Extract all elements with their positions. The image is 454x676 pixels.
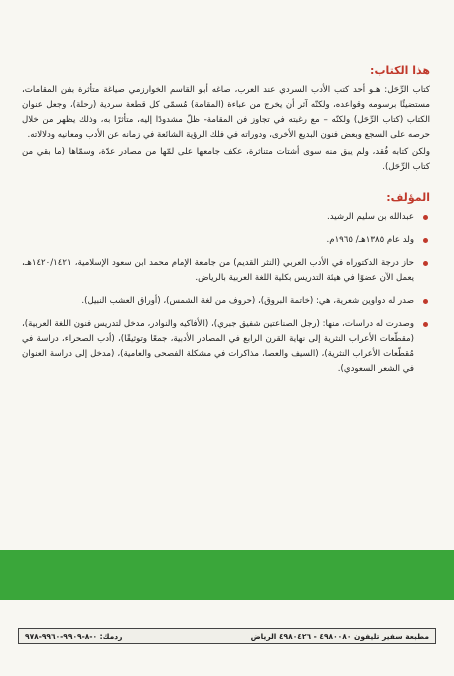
bullet-icon	[423, 261, 428, 266]
isbn: ردمك: ٠-٨-٩٩٠٩-٩٩٦٠-٩٧٨	[25, 631, 123, 641]
book-heading: هذا الكتاب:	[370, 64, 430, 77]
author-list	[22, 210, 430, 377]
author-heading: المؤلف:	[386, 191, 430, 204]
list-item: وصدرت له دراسات، منها: (رجل الصناعتين شفيق جبري)، (الأفاكيه والنوادر، مدخل لتدريس فنون اللغة العربية)، (مقطّعات الأعراب النثرية إلى نهاية القرن الرابع في المصادر الأدبية، جمعًا وتوثيقًا)، (أدب الصحراء، دراسة في مُقطّعات الأعراب النثرية)، (السيف والعصا، مذاكرات في مشكلة الفصحى والعامية)، (مدخل إلى دراسة العنوان في الشعر السعودي).	[22, 317, 430, 377]
printer-info: مطبعة سفير تليفون ٤٩٨٠٠٨٠ - ٤٩٨٠٤٢٦ الرياض	[250, 631, 429, 641]
bullet-icon	[423, 215, 428, 220]
book-paragraph-2: ولكن كتابه فُقد، ولم يبق منه سوى أشتات متناثرة، عكف جامعها على لمّها من مصادر عدّة، وسمّاها (ما بقي من كتاب الرِّحَل).	[22, 147, 430, 172]
list-item: صدر له دواوين شعرية، هي: (خاتمة البروق)، (حروف من لغة الشمس)، (أوراق العشب النبيل).	[22, 294, 430, 309]
bullet-icon	[423, 238, 428, 243]
list-item: حاز درجة الدكتوراه في الأدب العربي (النثر القديم) من جامعة الإمام محمد ابن سعود الإسلامية، ١٤٢٠/١٤٢١هـ، يعمل الآن عضوًا في هيئة التدريس بكلية اللغة العربية بالرياض.	[22, 256, 430, 286]
bullet-icon	[423, 299, 428, 304]
publisher-footer	[18, 628, 436, 644]
bullet-icon	[423, 322, 428, 327]
green-band	[0, 550, 454, 600]
book-paragraph-1: كتاب الرِّحَل: هـو أحد كتب الأدب السردي عند العرب، صاغه أبو القاسم الخوارزمي صياغة متأثرة بفن المقامات، مستضيئًا برسومه وقواعده، ولكنّه آثر أن يخرج من عباءة (المقامة) مُسمّى كل قطعة سردية (رحلة)، وجعل عنوان الكتاب (كتاب الرِّحَل) ولكنّه – مع رغبته في تجاوز فن المقامة- ظلّ مشدودًا إليه، متأثرًا به، وذلك يظهر من خلال حرصه على السجع وبعض فنون البديع الأخرى، ودوراته في فلك الرؤية الشائعة في زمانه عن الأدب ومعانيه ودلالاته.	[22, 85, 430, 140]
list-item: ولد عام ١٣٨٥هـ/ ١٩٦٥م.	[22, 233, 430, 248]
cover-text	[22, 64, 430, 550]
list-item: عبدالله بن سليم الرشيد.	[22, 210, 430, 225]
